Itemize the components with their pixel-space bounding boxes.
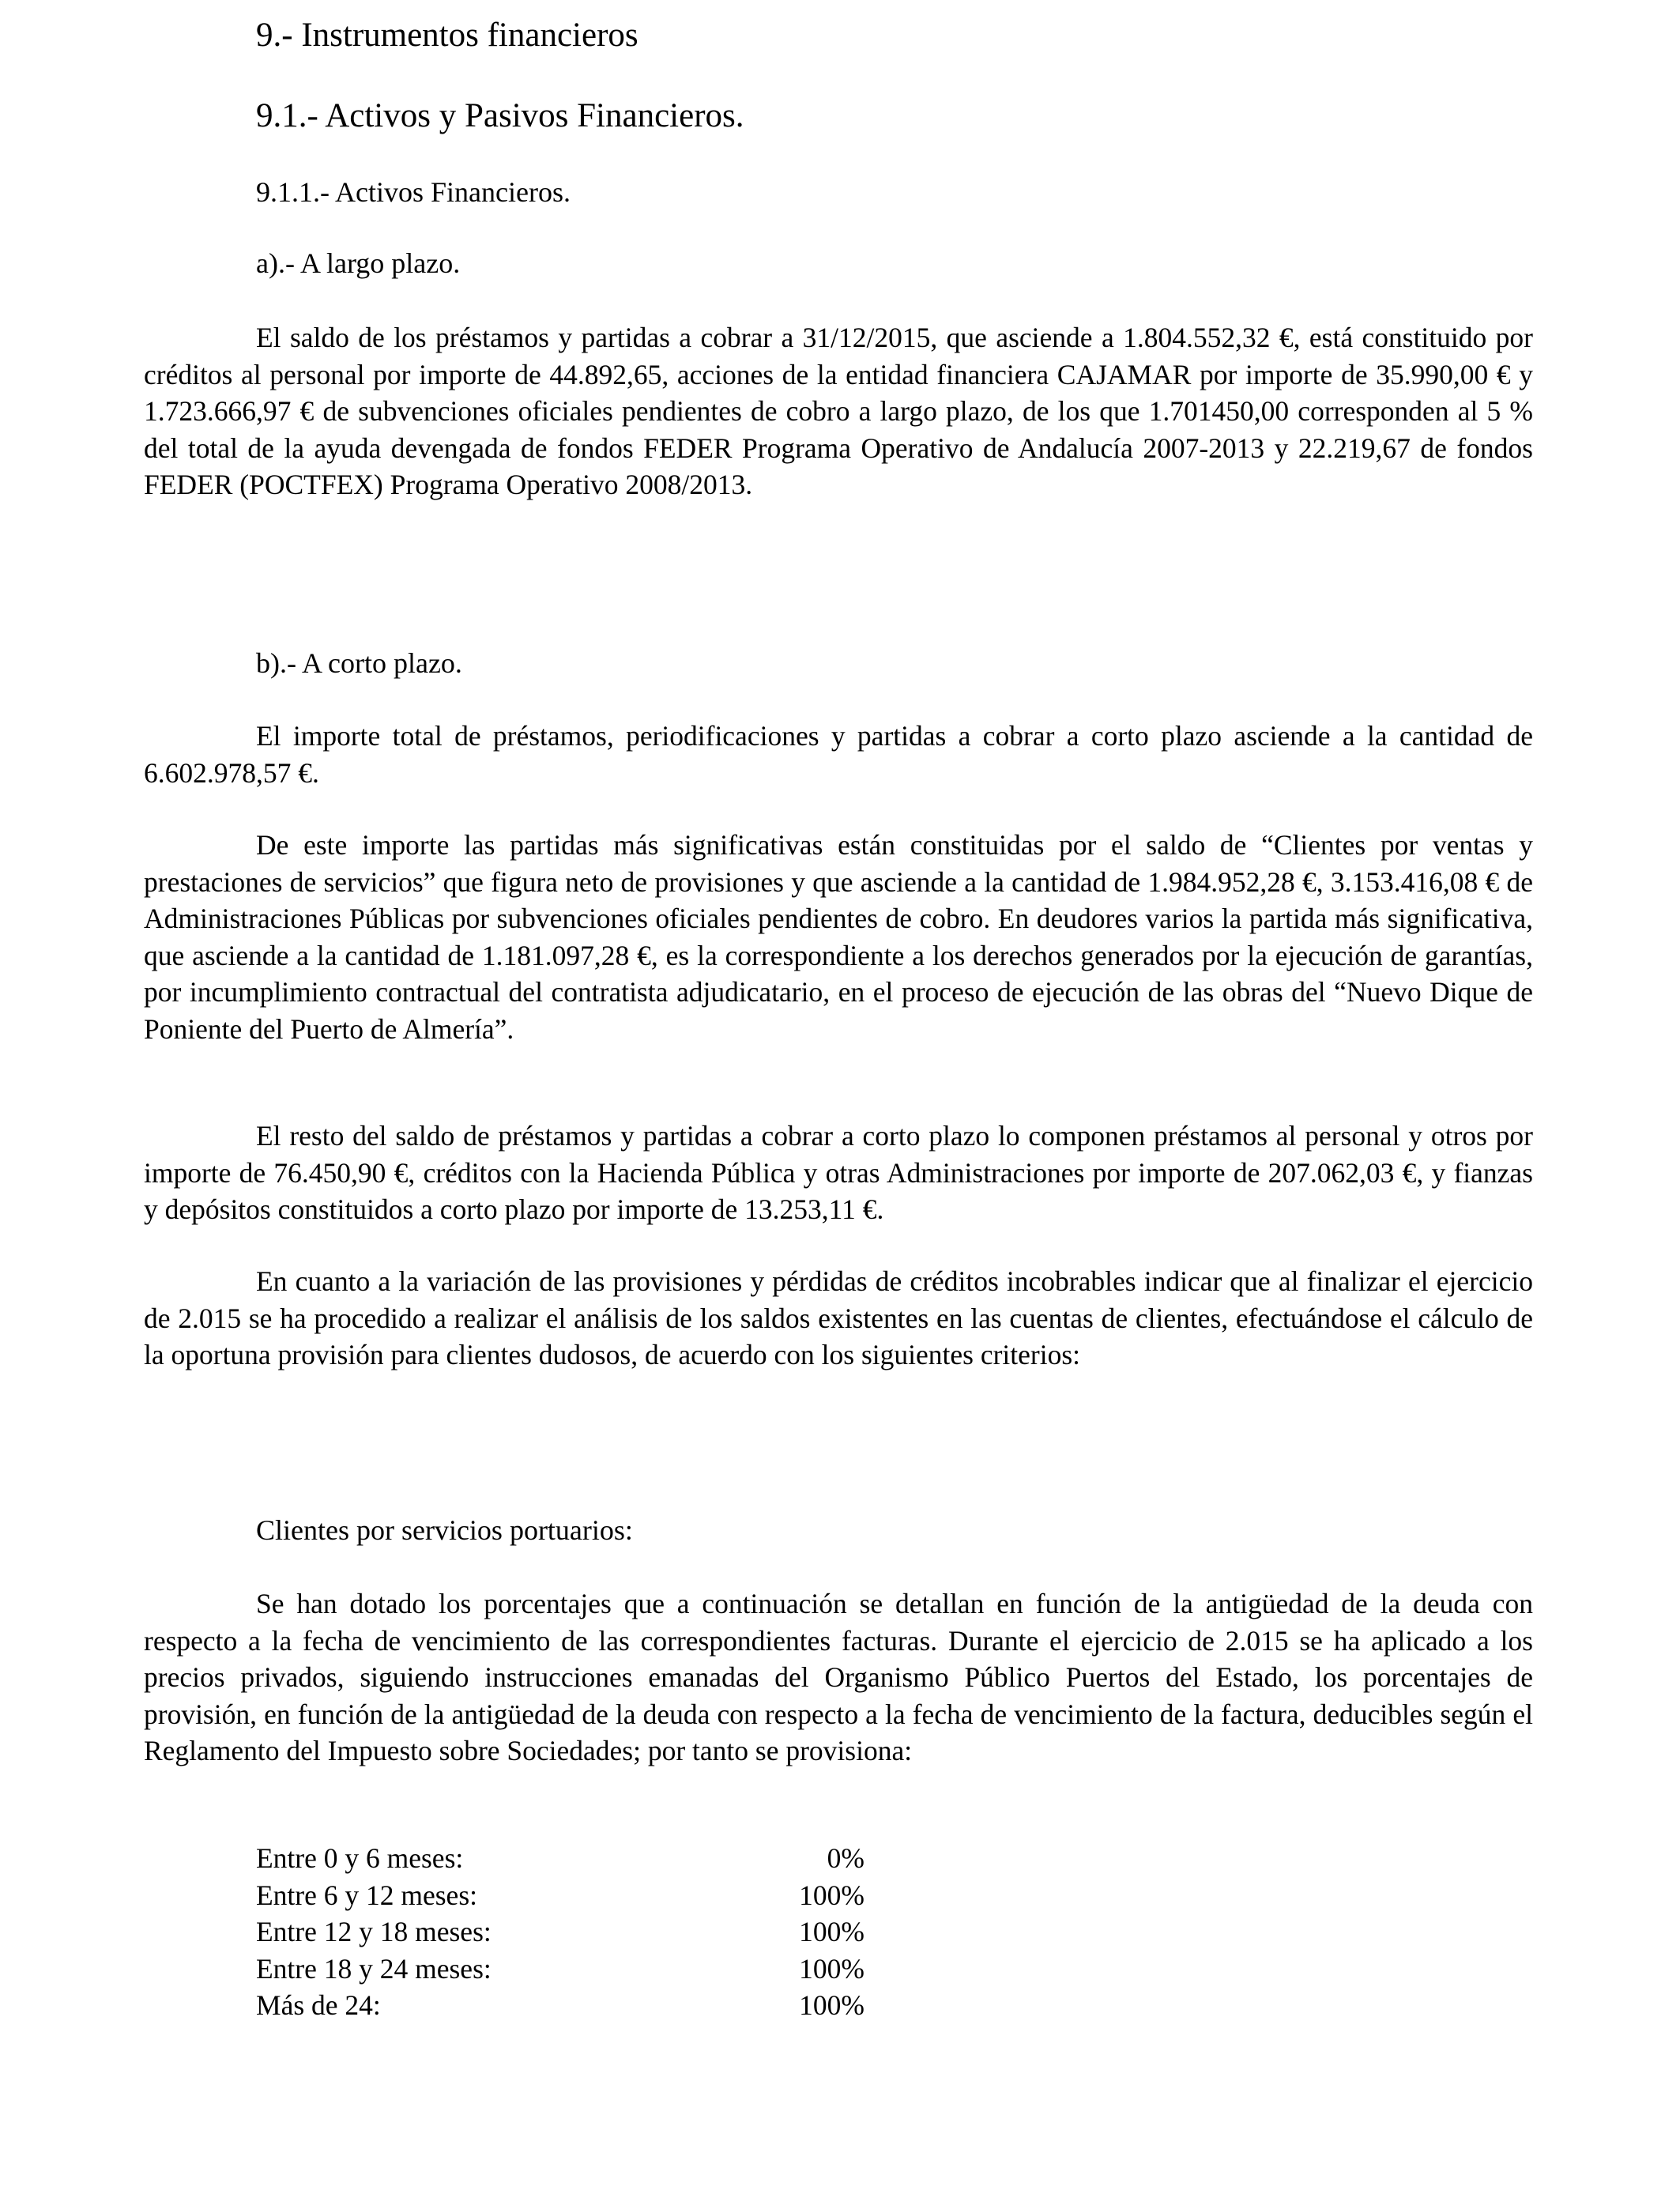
provision-criteria-paragraph: Se han dotado los porcentajes que a continuación se detallan en función de la antigüedad de la deuda con respecto a la fecha de vencimiento de las correspondientes facturas. Durante el ejercicio de 2.015 se ha aplicado a los precios privados, siguiendo instrucciones emanadas del Organismo Público Puertos del Estado, los porcentajes de provisión, en función de la antigüedad de la deuda con respecto a la fecha de vencimiento de la factura, deducibles según el Reglamento del Impuesto sobre Sociedades; por tanto se provisiona:: [144, 1588, 1533, 1766]
provision-period-label: Entre 18 y 24 meses:: [256, 1952, 492, 1985]
provision-period-label: Más de 24:: [256, 1989, 381, 2021]
provision-period-label: Entre 6 y 12 meses:: [256, 1879, 477, 1911]
section-heading: 9.- Instrumentos financieros: [256, 17, 638, 54]
provision-percentage: 100%: [799, 1879, 864, 1911]
long-term-paragraph: El saldo de los préstamos y partidas a cobrar a 31/12/2015, que asciende a 1.804.552,32 €, está constituido por créditos al personal por importe de 44.892,65, acciones de la entidad financiera CAJAMAR por importe de 35.990,00 € y 1.723.666,97 € de subvenciones oficiales pendientes de cobro a largo plazo, de los que 1.701450,00 corresponden al 5 % del total de la ayuda devengada de fondos FEDER Programa Operativo de Andalucía 2007-2013 y 22.219,67 de fondos FEDER (POCTFEX) Programa Operativo 2008/2013.: [144, 322, 1533, 500]
provision-percentage: 100%: [799, 1989, 864, 2021]
provision-percentage: 100%: [799, 1916, 864, 1947]
provision-percentage: 100%: [799, 1952, 864, 1985]
short-term-heading: b).- A corto plazo.: [256, 647, 462, 679]
short-term-total-paragraph: El importe total de préstamos, periodificaciones y partidas a cobrar a corto plazo asciende a la cantidad de 6.602.978,57 €.: [144, 720, 1533, 789]
provision-period-label: Entre 12 y 18 meses:: [256, 1916, 492, 1947]
subsection-heading: 9.1.- Activos y Pasivos Financieros.: [256, 97, 744, 134]
long-term-heading: a).- A largo plazo.: [256, 247, 461, 279]
provisions-paragraph: En cuanto a la variación de las provisiones y pérdidas de créditos incobrables indicar que al finalizar el ejercicio de 2.015 se ha procedido a realizar el análisis de los saldos existentes en las cuentas de clientes, efectuándose el cálculo de la oportuna provisión para clientes dudosos, de acuerdo con los siguientes criterios:: [144, 1265, 1533, 1370]
provision-percentage: 0%: [827, 1842, 864, 1874]
subsubsection-heading: 9.1.1.- Activos Financieros.: [256, 176, 571, 208]
significant-items-paragraph: De este importe las partidas más significativas están constituidas por el saldo de “Clientes por ventas y prestaciones de servicios” que figura neto de provisiones y que asciende a la cantidad de 1.984.952,28 €, 3.153.416,08 € de Administraciones Públicas por subvenciones oficiales pendientes de cobro. En deudores varios la partida más significativa, que asciende a la cantidad de 1.181.097,28 €, es la correspondiente a los derechos generados por la ejecución de garantías, por incumplimiento contractual del contratista adjudicatario, en el proceso de ejecución de las obras del “Nuevo Dique de Poniente del Puerto de Almería”.: [144, 829, 1533, 1045]
port-clients-heading: Clientes por servicios portuarios:: [256, 1514, 633, 1546]
remaining-balance-paragraph: El resto del saldo de préstamos y partidas a cobrar a corto plazo lo componen préstamos al personal y otros por importe de 76.450,90 €, créditos con la Hacienda Pública y otras Administraciones por importe de 207.062,03 €, y fianzas y depósitos constituidos a corto plazo por importe de 13.253,11 €.: [144, 1120, 1533, 1225]
provision-period-label: Entre 0 y 6 meses:: [256, 1842, 464, 1874]
